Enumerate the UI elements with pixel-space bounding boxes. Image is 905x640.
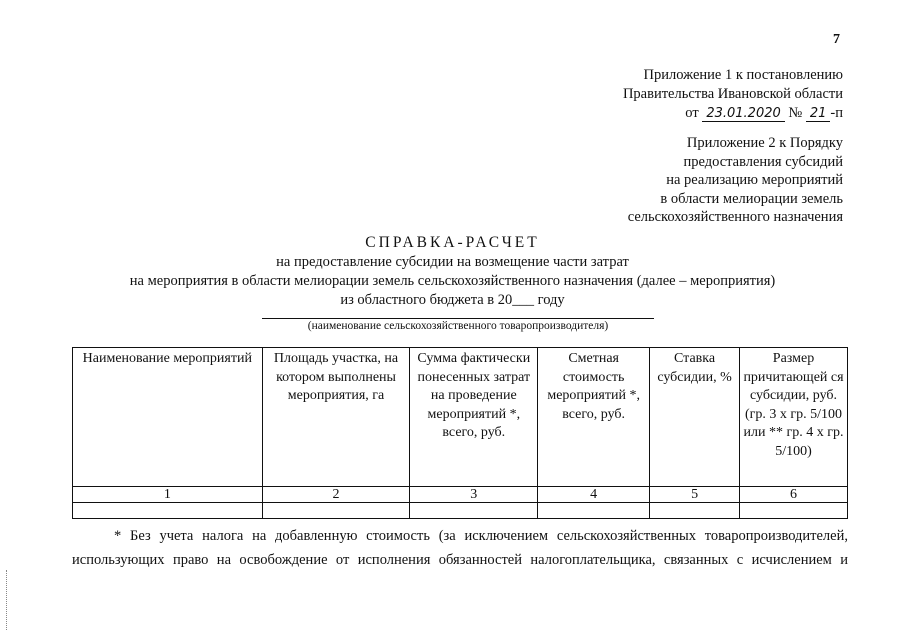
- header-cell: Сумма фактически понесенных затрат на проведение мероприятий *, всего, руб.: [410, 348, 538, 487]
- document-subtitle: [0, 253, 905, 310]
- date-prefix: от: [685, 105, 699, 121]
- subtitle-line-2: на мероприятия в области мелиорации земель сельскохозяйственного назначения (далее – мероприятия): [129, 273, 776, 289]
- empty-cell[interactable]: [740, 503, 848, 519]
- empty-cell[interactable]: [73, 503, 263, 519]
- appendix-2-block: [628, 134, 843, 227]
- empty-cell[interactable]: [262, 503, 410, 519]
- column-number-cell: 6: [740, 487, 848, 503]
- header-cell: Площадь участка, на котором выполнены мероприятия, га: [262, 348, 410, 487]
- handwritten-number: 21: [806, 106, 831, 122]
- number-prefix: №: [788, 105, 803, 121]
- column-number-cell: 3: [410, 487, 538, 503]
- appendix-2-line-3: на реализацию мероприятий: [666, 172, 843, 188]
- appendix-1-date-line: [623, 104, 843, 123]
- table-header-row: [73, 348, 848, 487]
- producer-name-line: [262, 318, 654, 319]
- header-cell: Сметная стоимость мероприятий *, всего, руб.: [538, 348, 650, 487]
- appendix-2-line-1: Приложение 2 к Порядку: [686, 135, 843, 151]
- header-cell: Наименование мероприятий: [73, 348, 263, 487]
- document-title: СПРАВКА-РАСЧЕТ: [365, 234, 540, 251]
- producer-name-caption: (наименование сельскохозяйственного товаропроизводителя): [307, 320, 609, 332]
- column-number-cell: 4: [538, 487, 650, 503]
- empty-cell[interactable]: [650, 503, 740, 519]
- appendix-1-block: [623, 66, 843, 123]
- appendix-1-line-2: Правительства Ивановской области: [622, 86, 843, 102]
- column-number-cell: 1: [73, 487, 263, 503]
- subtitle-line-3: из областного бюджета в 20___ году: [340, 292, 565, 308]
- appendix-2-line-4: в области мелиорации земель: [660, 190, 843, 207]
- empty-cell[interactable]: [538, 503, 650, 519]
- subtitle-line-1: на предоставление субсидии на возмещение части затрат: [276, 254, 629, 270]
- appendix-2-line-5: сельскохозяйственного назначения: [627, 209, 843, 225]
- empty-cell[interactable]: [410, 503, 538, 519]
- appendix-1-line-1: Приложение 1 к постановлению: [643, 67, 843, 83]
- header-cell: Ставка субсидии, %: [650, 348, 740, 487]
- scan-margin-mark: [6, 570, 7, 630]
- handwritten-date: 23.01.2020: [702, 106, 784, 122]
- empty-data-row: [73, 503, 848, 519]
- footnote: [72, 524, 848, 572]
- header-cell: Размер причитающей ся субсидии, руб. (гр. 3 х гр. 5/100 или ** гр. 4 х гр. 5/100): [740, 348, 848, 487]
- footnote-line-1: * Без учета налога на добавленную стоимость (за исключением сельскохозяйственных товаропроизводителей,: [114, 528, 848, 544]
- footnote-line-2: использующих право на освобождение от исполнения обязанностей налогоплательщика, связанных с исчислением и: [72, 552, 848, 568]
- page-number: 7: [833, 32, 840, 47]
- number-suffix: -п: [830, 105, 843, 121]
- column-number-cell: 5: [650, 487, 740, 503]
- column-number-cell: 2: [262, 487, 410, 503]
- calculation-table: [72, 347, 848, 519]
- appendix-2-line-2: предоставления субсидий: [683, 153, 843, 170]
- column-number-row: [73, 487, 848, 503]
